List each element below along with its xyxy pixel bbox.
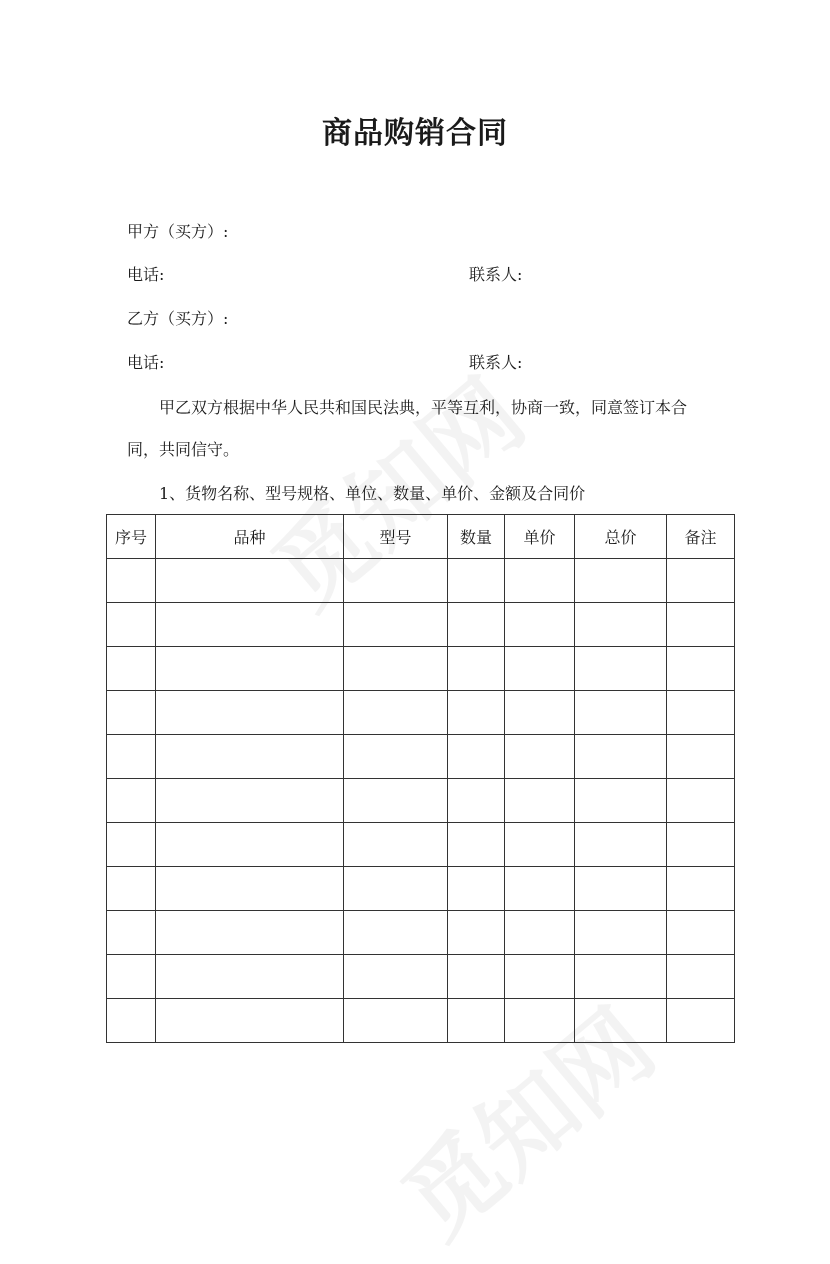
document-title: 商品购销合同 [322,116,508,151]
cell-serial-number[interactable] [107,559,156,603]
cell-variety[interactable] [156,691,344,735]
cell-quantity[interactable] [448,955,505,999]
cell-remarks[interactable] [667,999,735,1043]
goods-table [106,514,735,1043]
cell-serial-number[interactable] [107,911,156,955]
cell-variety[interactable] [156,603,344,647]
cell-unit-price[interactable] [505,735,575,779]
cell-remarks[interactable] [667,911,735,955]
table-row [107,911,735,955]
table-row [107,647,735,691]
cell-serial-number[interactable] [107,603,156,647]
cell-quantity[interactable] [448,647,505,691]
party-b-phone-label: 电话: [127,353,165,372]
party-a-contact-label: 联系人: [469,265,523,284]
party-a-label: 甲方（买方）: [127,222,229,241]
cell-model[interactable] [344,999,448,1043]
header-unit-price: 单价 [505,515,575,559]
cell-variety[interactable] [156,823,344,867]
cell-remarks[interactable] [667,691,735,735]
cell-remarks[interactable] [667,647,735,691]
cell-quantity[interactable] [448,823,505,867]
table-row [107,823,735,867]
cell-unit-price[interactable] [505,867,575,911]
cell-serial-number[interactable] [107,779,156,823]
header-quantity: 数量 [448,515,505,559]
table-row [107,691,735,735]
cell-remarks[interactable] [667,735,735,779]
intro-paragraph-line-1: 甲乙双方根据中华人民共和国民法典，平等互利，协商一致，同意签订本合 [159,398,688,417]
intro-paragraph-line-2: 同，共同信守。 [127,440,240,459]
cell-total-price[interactable] [575,559,667,603]
cell-model[interactable] [344,867,448,911]
cell-serial-number[interactable] [107,735,156,779]
cell-quantity[interactable] [448,911,505,955]
cell-quantity[interactable] [448,999,505,1043]
cell-serial-number[interactable] [107,823,156,867]
cell-serial-number[interactable] [107,691,156,735]
cell-total-price[interactable] [575,691,667,735]
cell-total-price[interactable] [575,999,667,1043]
cell-total-price[interactable] [575,823,667,867]
cell-variety[interactable] [156,955,344,999]
cell-quantity[interactable] [448,559,505,603]
cell-remarks[interactable] [667,867,735,911]
cell-total-price[interactable] [575,603,667,647]
cell-model[interactable] [344,647,448,691]
cell-model[interactable] [344,823,448,867]
cell-unit-price[interactable] [505,647,575,691]
cell-variety[interactable] [156,911,344,955]
cell-variety[interactable] [156,647,344,691]
table-row [107,735,735,779]
cell-unit-price[interactable] [505,691,575,735]
cell-unit-price[interactable] [505,823,575,867]
cell-total-price[interactable] [575,647,667,691]
cell-remarks[interactable] [667,559,735,603]
table-row [107,955,735,999]
cell-model[interactable] [344,911,448,955]
cell-unit-price[interactable] [505,559,575,603]
header-remarks: 备注 [667,515,735,559]
cell-model[interactable] [344,603,448,647]
cell-model[interactable] [344,735,448,779]
cell-serial-number[interactable] [107,999,156,1043]
cell-variety[interactable] [156,999,344,1043]
cell-serial-number[interactable] [107,955,156,999]
cell-quantity[interactable] [448,691,505,735]
cell-remarks[interactable] [667,955,735,999]
cell-total-price[interactable] [575,779,667,823]
cell-quantity[interactable] [448,779,505,823]
table-header-row [107,515,735,559]
cell-total-price[interactable] [575,867,667,911]
cell-variety[interactable] [156,779,344,823]
table-row [107,559,735,603]
header-serial-number: 序号 [107,515,156,559]
cell-model[interactable] [344,559,448,603]
header-variety: 品种 [156,515,344,559]
cell-total-price[interactable] [575,911,667,955]
cell-serial-number[interactable] [107,867,156,911]
party-b-label: 乙方（买方）: [127,309,229,328]
cell-unit-price[interactable] [505,779,575,823]
cell-quantity[interactable] [448,603,505,647]
cell-model[interactable] [344,691,448,735]
table-row [107,779,735,823]
cell-serial-number[interactable] [107,647,156,691]
goods-table-body [107,559,735,1043]
cell-remarks[interactable] [667,823,735,867]
cell-unit-price[interactable] [505,911,575,955]
cell-unit-price[interactable] [505,999,575,1043]
cell-model[interactable] [344,955,448,999]
party-b-contact-label: 联系人: [469,353,523,372]
cell-unit-price[interactable] [505,603,575,647]
cell-remarks[interactable] [667,603,735,647]
header-total-price: 总价 [575,515,667,559]
cell-model[interactable] [344,779,448,823]
cell-variety[interactable] [156,559,344,603]
table-row [107,603,735,647]
cell-unit-price[interactable] [505,955,575,999]
table-row [107,999,735,1043]
cell-total-price[interactable] [575,735,667,779]
cell-variety[interactable] [156,735,344,779]
cell-variety[interactable] [156,867,344,911]
header-model: 型号 [344,515,448,559]
cell-quantity[interactable] [448,735,505,779]
table-row [107,867,735,911]
party-a-phone-label: 电话: [127,265,165,284]
cell-remarks[interactable] [667,779,735,823]
cell-total-price[interactable] [575,955,667,999]
section-1-heading: 1、货物名称、型号规格、单位、数量、单价、金额及合同价 [159,484,586,503]
cell-quantity[interactable] [448,867,505,911]
